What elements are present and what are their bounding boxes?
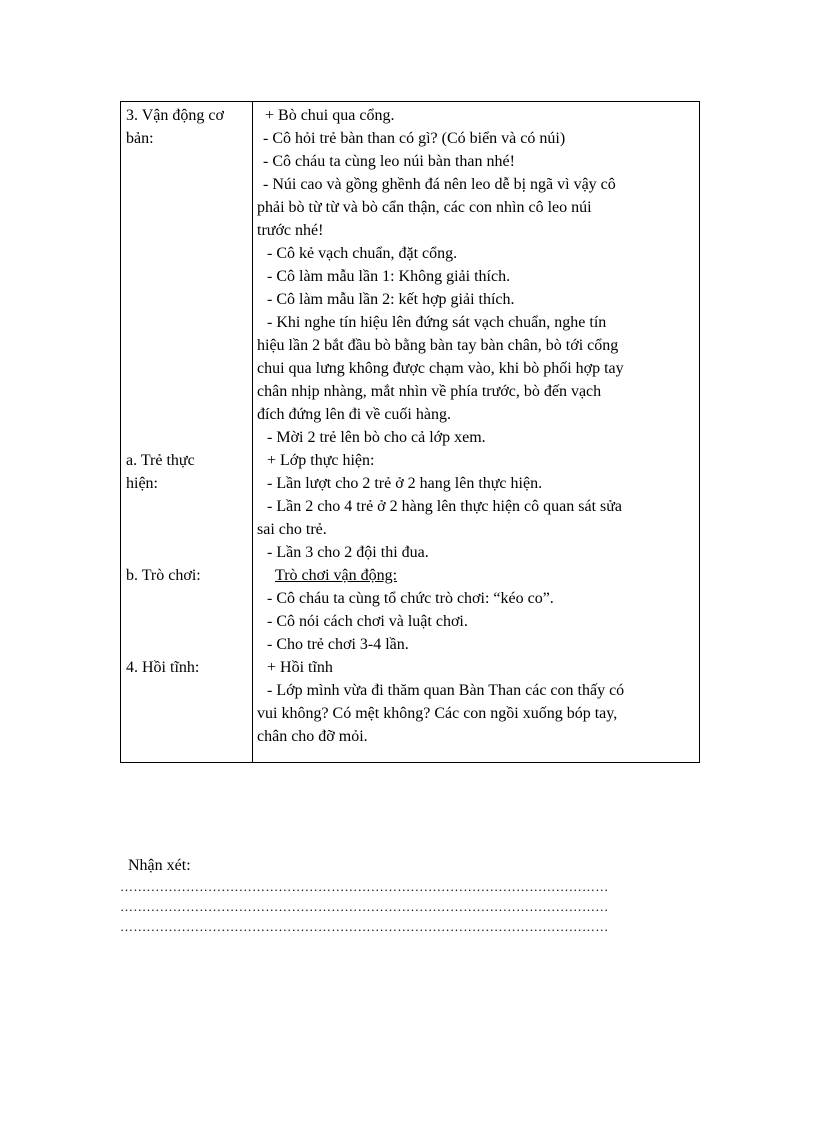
content-line: - Cô làm mẫu lần 2: kết hợp giải thích. bbox=[267, 291, 515, 308]
content-line: - Cô kẻ vạch chuẩn, đặt cổng. bbox=[267, 245, 458, 262]
section-game: b. Trò chơi: bbox=[126, 567, 201, 584]
table-row bbox=[121, 102, 700, 763]
content-line: - Mời 2 trẻ lên bò cho cả lớp xem. bbox=[267, 429, 486, 446]
content-line: - Cô cháu ta cùng tổ chức trò chơi: “kéo co”. bbox=[267, 590, 554, 607]
content-line: - Cô làm mẫu lần 1: Không giải thích. bbox=[267, 268, 511, 285]
content-line: - Núi cao và gồng ghềnh đá nên leo dễ bị ngã vì vậy cô bbox=[263, 176, 616, 193]
content-line: chân nhịp nhàng, mắt nhìn về phía trước, bò đến vạch bbox=[257, 383, 602, 400]
section-basic-movement-line2: bản: bbox=[126, 130, 154, 147]
section-cooldown: 4. Hồi tĩnh: bbox=[126, 659, 200, 676]
content-line bbox=[257, 564, 693, 587]
section-children-do-line1: a. Trẻ thực bbox=[126, 452, 195, 469]
section-label-cell bbox=[121, 102, 253, 763]
content-line: - Lớp mình vừa đi thăm quan Bàn Than các con thấy có bbox=[267, 682, 625, 699]
content-line: vui không? Có mệt không? Các con ngồi xuống bóp tay, bbox=[257, 705, 618, 722]
content-line: - Lần 3 cho 2 đội thi đua. bbox=[267, 544, 429, 561]
notes-dotted-line[interactable]: ………………………………………………………………………………………………… bbox=[120, 899, 609, 914]
content-line: - Cho trẻ chơi 3-4 lần. bbox=[267, 636, 409, 653]
notes-section bbox=[120, 855, 700, 937]
notes-dotted-line[interactable]: ………………………………………………………………………………………………… bbox=[120, 919, 609, 934]
content-line: sai cho trẻ. bbox=[257, 521, 327, 538]
content-line: - Cô nói cách chơi và luật chơi. bbox=[267, 613, 468, 630]
content-line: + Hồi tĩnh bbox=[267, 659, 333, 676]
notes-dotted-line[interactable]: ………………………………………………………………………………………………… bbox=[120, 879, 609, 894]
content-line: đích đứng lên đi về cuối hàng. bbox=[257, 406, 451, 423]
lesson-plan-table bbox=[120, 101, 700, 763]
section-basic-movement-line1: 3. Vận động cơ bbox=[126, 107, 224, 124]
content-line: phải bò từ từ và bò cẩn thận, các con nhìn cô leo núi bbox=[257, 199, 592, 216]
game-heading: Trò chơi vận động: bbox=[275, 567, 398, 584]
content-line: chân cho đỡ mỏi. bbox=[257, 728, 368, 745]
content-line: - Cô hỏi trẻ bàn than có gì? (Có biển và có núi) bbox=[263, 130, 566, 147]
content-line: + Lớp thực hiện: bbox=[267, 452, 375, 469]
content-line: chui qua lưng không được chạm vào, khi bò phối hợp tay bbox=[257, 360, 624, 377]
content-line: - Lần lượt cho 2 trẻ ở 2 hang lên thực hiện. bbox=[267, 475, 543, 492]
content-line: - Khi nghe tín hiệu lên đứng sát vạch chuẩn, nghe tín bbox=[267, 314, 607, 331]
content-line: - Lần 2 cho 4 trẻ ở 2 hàng lên thực hiện cô quan sát sửa bbox=[267, 498, 623, 515]
section-children-do-line2: hiện: bbox=[126, 475, 158, 492]
content-line: + Bò chui qua cổng. bbox=[265, 107, 395, 124]
content-line: trước nhé! bbox=[257, 222, 324, 239]
activity-content bbox=[253, 102, 699, 762]
notes-title: Nhận xét: bbox=[128, 857, 191, 874]
content-line: hiệu lần 2 bắt đầu bò bằng bàn tay bàn chân, bò tới cổng bbox=[257, 337, 619, 354]
content-line: - Cô cháu ta cùng leo núi bàn than nhé! bbox=[263, 153, 515, 170]
activity-content-cell bbox=[253, 102, 700, 763]
